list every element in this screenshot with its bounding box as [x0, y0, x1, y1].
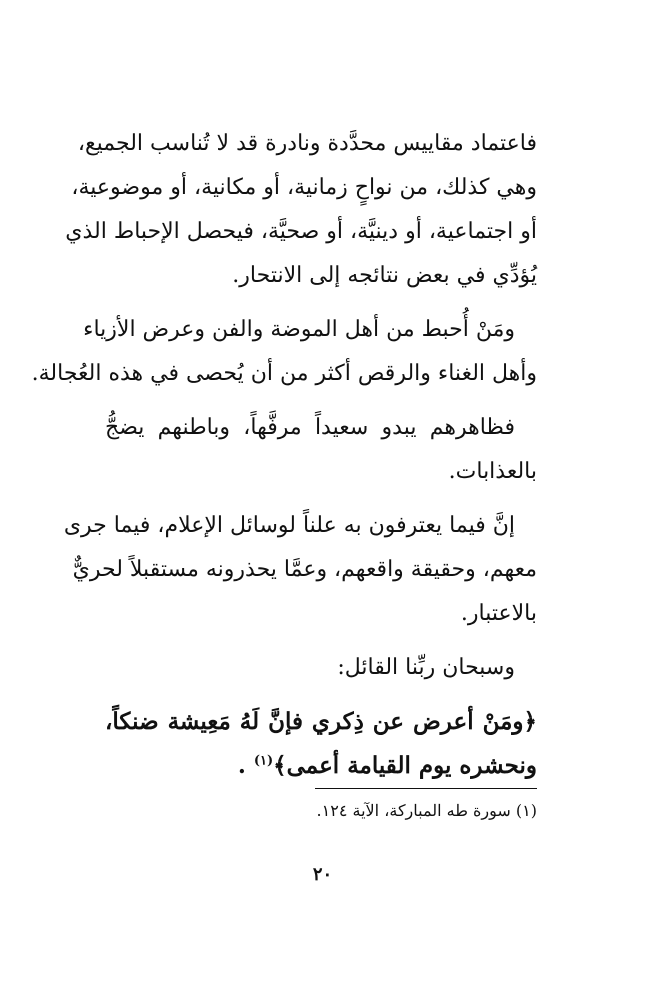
- body-line: معهم، وحقيقة واقعهم، وعمَّا يحذرونه مستقبلاً لحريٌّ: [72, 557, 537, 582]
- verse-end-punctuation: .: [237, 752, 246, 779]
- body-line: بالاعتبار.: [460, 601, 537, 626]
- body-line: وسبحان ربِّنا القائل:: [337, 655, 515, 680]
- paragraph-gap: [105, 494, 537, 504]
- body-line: يُؤدِّي في بعض نتائجه إلى الانتحار.: [232, 263, 537, 288]
- quran-verse-line: [105, 744, 537, 788]
- body-line: أو اجتماعية، أو دينيَّة، أو صحيَّة، فيحصل الإحباط الذي: [65, 219, 537, 244]
- paragraph-gap: [105, 690, 537, 700]
- body-line: فاعتماد مقاييس محدَّدة ونادرة قد لا تُناسب الجميع،: [77, 131, 537, 156]
- body-line: فظاهرهم يبدو سعيداً مرفَّهاً، وباطنهم يضجُّ: [105, 415, 515, 440]
- footnote-divider: [315, 788, 537, 789]
- footnote: (١) سورة طه المباركة، الآية ١٢٤.: [316, 801, 537, 820]
- paragraph-gap: [105, 636, 537, 646]
- main-text: [31, 122, 537, 788]
- body-line: وهي كذلك، من نواحٍ زمانية، أو مكانية، أو موضوعية،: [71, 175, 537, 200]
- page-number: ٢٠: [312, 864, 333, 885]
- body-line: إنَّ فيما يعترفون به علناً لوسائل الإعلام، فيما جرى: [63, 513, 515, 538]
- paragraph-gap: [105, 396, 537, 406]
- footnote-marker: (١): [253, 753, 274, 769]
- body-line: ومَنْ أُحبط من أهل الموضة والفن وعرض الأزياء: [83, 317, 515, 342]
- paragraph-gap: [105, 298, 537, 308]
- quran-verse-text: ونحشره يوم القيامة أعمى﴾: [273, 752, 537, 779]
- quran-verse-line: ﴿ومَنْ أعرض عن ذِكري فإنَّ لَهُ مَعِيشة ضنكاً،: [105, 708, 537, 735]
- body-line: وأهل الغناء والرقص أكثر من أن يُحصى في هذه العُجالة.: [31, 361, 537, 386]
- body-line: بالعذابات.: [448, 459, 537, 484]
